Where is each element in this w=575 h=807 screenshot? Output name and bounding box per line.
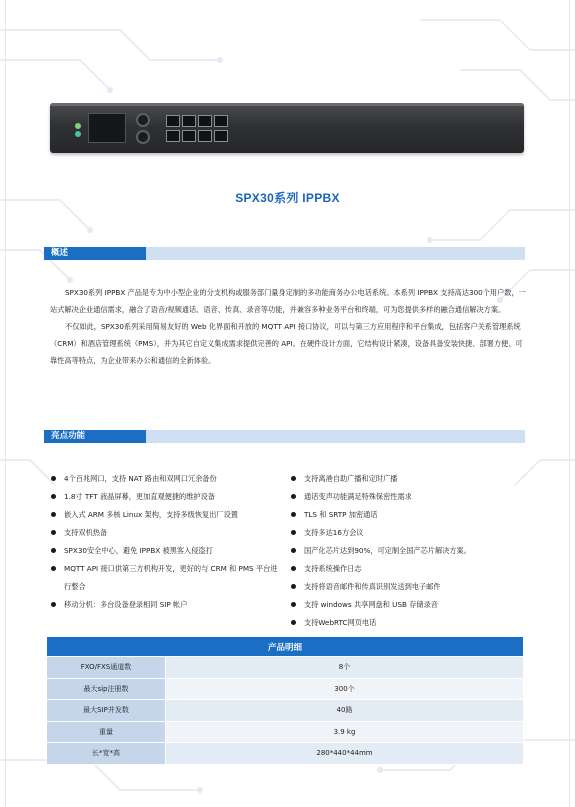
spec-key-cell: 长*宽*高 [47,743,166,765]
table-row [47,721,524,743]
feature-item: 支持离港自助广播和定时广播 [290,470,530,488]
spec-value-cell: 8个 [166,657,524,679]
left-page-edge [5,0,6,807]
table-row [47,657,524,679]
feature-item: 国产化芯片达到90%，可定制全国产芯片解决方案。 [290,542,530,560]
features-section-header [44,430,525,443]
feature-list-right [290,470,530,632]
overview-paragraph: SPX30系列 IPPBX 产品是专为中小型企业的分支机构或服务部门量身定制的多功能商务办公电话系统。本系列 IPPBX 支持高达300个用户数，一站式解决企业通信需求，融合了语音/视频通话、语音、传真、录音等功能，并兼容多种业务平台和终端，可为您提供多样的融合通信解决方案。 [50,288,526,314]
feature-item: TLS 和 SRTP 加密通话 [290,506,530,524]
spec-key-cell: 最大SIP并发数 [47,700,166,722]
overview-body [50,284,526,369]
feature-item: MQTT API 接口供第三方机构开发，更好的与 CRM 和 PMS 平台进行整合 [50,560,280,596]
spec-key-cell: 最大sip注册数 [47,678,166,700]
feature-item: 4个百兆网口，支持 NAT 路由和双网口冗余备份 [50,470,280,488]
feature-item: 移动分机：多台设备登录相同 SIP 帐户 [50,596,280,614]
feature-item: SPX30安全中心，避免 IPPBX 被黑客入侵盗打 [50,542,280,560]
overview-section-header [44,247,525,260]
power-led-icon [75,131,81,137]
spec-value-cell: 3.9 kg [166,721,524,743]
features-heading: 亮点功能 [44,430,146,443]
feature-item: 支持双机热备 [50,524,280,542]
ethernet-port-icon [182,115,196,127]
device-top-edge [50,103,524,106]
feature-item: 通话变声功能满足特殊保密性需求 [290,488,530,506]
right-page-edge [569,0,570,807]
spec-value-cell: 300个 [166,678,524,700]
document-title: SPX30系列 IPPBX [235,191,340,205]
feature-item: 嵌入式 ARM 多核 Linux 架构，支持多级恢复出厂设置 [50,506,280,524]
status-led-icon [75,123,81,129]
ethernet-port-icon [198,130,212,142]
spec-value-cell: 40路 [166,700,524,722]
spec-key-cell: 重量 [47,721,166,743]
overview-paragraph: 不仅如此，SPX30系列采用简易友好的 Web 化界面和开放的 MQTT API 接口协议，可以与第三方应用程序和平台集成，包括客户关系管理系统（CRM）和酒店管理系统（PMS），并为其它自定义集成需求提供完善的 API。在硬件设计方面，它结构设计紧凑，设备具备安装快捷、部署方便、可靠性高等特点，为企业带来办公和通信的全新体验。 [50,322,523,365]
control-button-icon [136,113,150,127]
ethernet-port-icon [166,130,180,142]
ippbx-device-image [50,103,524,153]
feature-list-left [50,470,280,614]
table-row [47,678,524,700]
feature-item: 支持多达16方会议 [290,524,530,542]
ethernet-port-icon [182,130,196,142]
table-row [47,700,524,722]
overview-heading: 概述 [44,247,146,260]
control-button-icon [136,130,150,144]
feature-item: 支持 windows 共享网盘和 USB 存储录音 [290,596,530,614]
table-header-row [47,637,524,657]
product-spec-table [46,636,524,765]
spec-key-cell: FXO/FXS通道数 [47,657,166,679]
ethernet-port-icon [214,130,228,142]
feature-item: 支持系统操作日志 [290,560,530,578]
feature-item: 支持将语音邮件和传真识别发送到电子邮件 [290,578,530,596]
feature-item: 支持WebRTC网页电话 [290,614,530,632]
ethernet-port-icon [198,115,212,127]
spec-table-heading: 产品明细 [47,637,524,657]
lcd-screen [88,113,126,143]
ethernet-port-icon [166,115,180,127]
ethernet-ports [166,115,230,143]
ethernet-port-icon [214,115,228,127]
spec-value-cell: 280*440*44mm [166,743,524,765]
table-row [47,743,524,765]
feature-item: 1.8寸 TFT 液晶屏幕，更加直观便捷的维护设备 [50,488,280,506]
